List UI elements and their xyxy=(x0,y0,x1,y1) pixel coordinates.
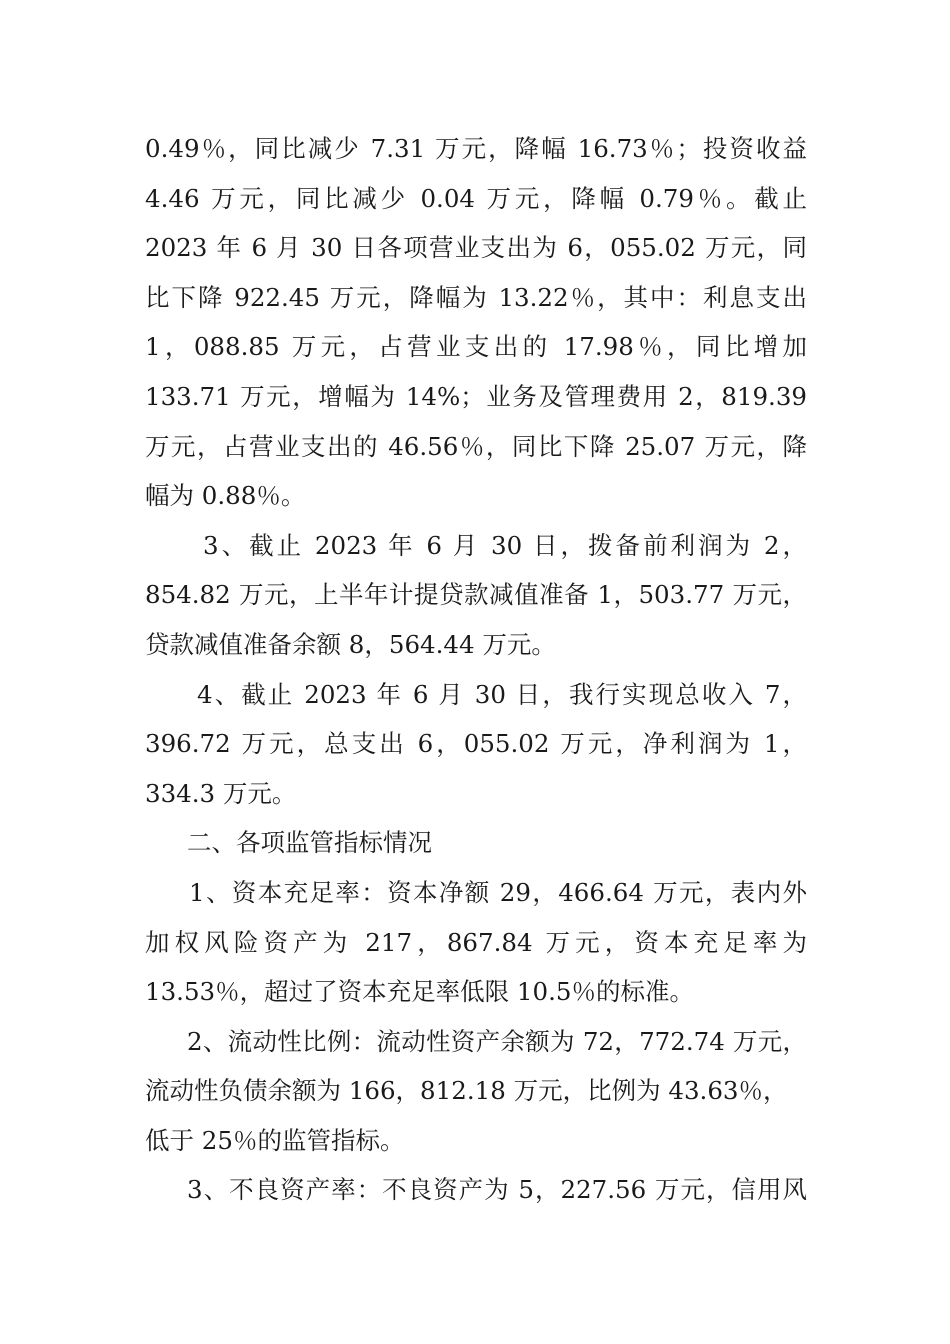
text-line: 1、资本充足率：资本净额 29，466.64 万元，表内外 xyxy=(189,877,807,907)
text-line: 加权风险资产为 217，867.84 万元，资本充足率为 xyxy=(145,927,807,957)
text-line: 334.3 万元。 xyxy=(145,778,297,808)
text-line: 4.46 万元，同比减少 0.04 万元，降幅 0.79％。截止 xyxy=(145,183,807,213)
document-body xyxy=(145,124,807,1215)
text-line: 2023 年 6 月 30 日各项营业支出为 6，055.02 万元，同 xyxy=(145,233,807,263)
text-line: 4、截止 2023 年 6 月 30 日，我行实现总收入 7， xyxy=(197,679,807,709)
paragraph-npa-ratio xyxy=(145,1165,807,1215)
text-line: 低于 25％的监管指标。 xyxy=(145,1125,405,1155)
text-line: 133.71 万元，增幅为 14%；业务及管理费用 2，819.39 xyxy=(145,381,807,411)
text-line: 比下降 922.45 万元，降幅为 13.22％，其中：利息支出 xyxy=(145,282,807,312)
paragraph-capital-adequacy xyxy=(145,868,807,1017)
text-line: 万元，占营业支出的 46.56％，同比下降 25.07 万元，降 xyxy=(145,431,807,461)
text-line: 贷款减值准备余额 8，564.44 万元。 xyxy=(145,629,556,659)
paragraph-net-profit xyxy=(145,670,807,819)
heading-text: 二、各项监管指标情况 xyxy=(187,828,432,858)
text-line: 3、不良资产率：不良资产为 5，227.56 万元，信用风 xyxy=(187,1175,807,1205)
text-line: 854.82 万元，上半年计提贷款减值准备 1，503.77 万元， xyxy=(145,580,807,610)
text-line: 幅为 0.88％。 xyxy=(145,481,306,511)
text-line: 流动性负债余额为 166，812.18 万元，比例为 43.63％， xyxy=(145,1076,788,1106)
text-line: 2、流动性比例：流动性资产余额为 72，772.74 万元， xyxy=(187,1026,807,1056)
text-line: 0.49％，同比减少 7.31 万元，降幅 16.73％；投资收益 xyxy=(145,134,807,163)
text-line: 13.53％，超过了资本充足率低限 10.5％的标准。 xyxy=(145,977,694,1007)
text-line: 396.72 万元，总支出 6，055.02 万元，净利润为 1， xyxy=(145,729,807,759)
paragraph-income-expense xyxy=(145,124,807,521)
text-line: 1，088.85 万元，占营业支出的 17.98％，同比增加 xyxy=(145,332,807,362)
paragraph-pre-provision-profit xyxy=(145,521,807,670)
text-line: 3、截止 2023 年 6 月 30 日，拨备前利润为 2， xyxy=(203,530,807,560)
paragraph-liquidity-ratio xyxy=(145,1017,807,1166)
section-heading-regulatory-indicators xyxy=(145,818,807,868)
